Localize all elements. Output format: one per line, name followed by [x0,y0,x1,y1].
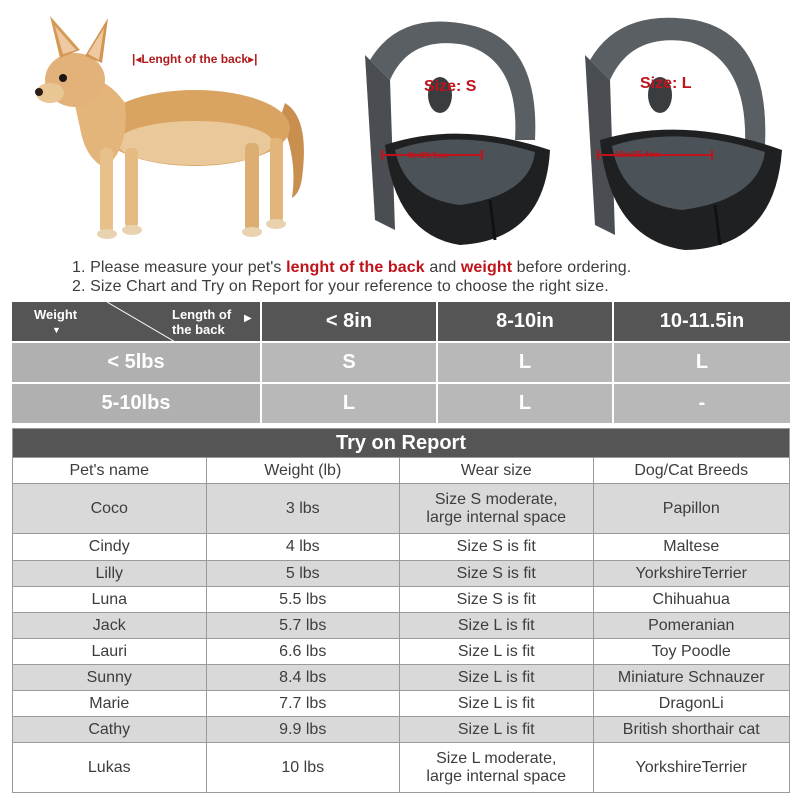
pet-name-cell: Cindy [13,534,207,560]
size-chart-table [12,302,790,425]
size-chart-value-cell: L [438,343,614,384]
instructions [72,258,772,296]
size-chart-header-row [12,302,790,343]
instruction-line-2: 2. Size Chart and Try on Report for your reference to choose the right size. [72,278,609,295]
breed-cell: Papillon [662,499,720,517]
pet-name-cell: Lauri [13,639,207,664]
breed-cell: DragonLi [658,694,724,712]
wear-size-cell: Size L is fit [400,717,594,742]
wear-size-cell: Size S is fit [400,561,594,586]
wear-size-cell: Size S is fit [400,587,594,612]
report-row [13,742,789,792]
wear-size-cell: Size L is fit [400,639,594,664]
pet-name-cell: Jack [13,613,207,638]
wear-size-cell: Size L is fit [400,613,594,638]
breed-cell: YorkshireTerrier [635,758,747,776]
wear-size-cell: Size L moderate, large internal space [400,743,594,792]
report-row [13,638,789,664]
breed-cell: Chihuahua [652,590,730,608]
breed-cell: YorkshireTerrier [635,564,747,582]
length-axis-label: Length of the back [172,307,232,337]
sling-bag-small-image [340,0,570,255]
right-arrow-icon: ▶ [244,313,252,324]
weight-cell: 5.7 lbs [207,613,401,638]
size-chart-corner-cell [12,302,262,343]
wear-size-cell: Size S moderate, large internal space [400,484,594,533]
report-col-header: Dog/Cat Breeds [634,461,749,479]
chihuahua-dog-image [30,8,320,248]
weight-cell: 10 lbs [207,743,401,792]
pet-name-cell: Cathy [13,717,207,742]
report-col-header: Wear size [400,458,594,483]
measure-l-label: 10in/25.4cm [615,150,661,159]
size-chart-row [12,343,790,384]
instruction-line-1: 1. Please measure your pet's lenght of the back and weight before ordering. [72,259,632,276]
hero-section [0,0,800,255]
size-chart-weight-cell: < 5lbs [12,343,262,384]
size-chart-row [12,384,790,425]
size-chart-col-header: < 8in [262,302,438,343]
weight-cell: 5.5 lbs [207,587,401,612]
report-row [13,483,789,533]
weight-cell: 4 lbs [207,534,401,560]
report-row [13,664,789,690]
wear-size-cell: Size L is fit [400,665,594,690]
weight-cell: 5 lbs [207,561,401,586]
report-row [13,586,789,612]
weight-axis-label: Weight [34,307,78,322]
report-row [13,690,789,716]
weight-cell: 3 lbs [207,484,401,533]
left-arrow-icon: |◂ [132,52,142,66]
report-header-row [13,457,789,483]
size-chart-value-cell: L [438,384,614,425]
pet-name-cell: Marie [13,691,207,716]
size-chart-value-cell: L [262,384,438,425]
size-chart-weight-cell: 5-10lbs [12,384,262,425]
weight-cell: 6.6 lbs [207,639,401,664]
pet-name-cell: Luna [13,587,207,612]
report-row [13,533,789,560]
report-col-header: Weight (lb) [207,458,401,483]
measure-s-label: 8in/20.5cm [408,151,449,160]
pet-name-cell: Sunny [13,665,207,690]
report-title: Try on Report [13,429,789,457]
weight-cell: 7.7 lbs [207,691,401,716]
report-body [13,483,789,792]
breed-cell: Toy Poodle [651,642,731,660]
pet-name-cell: Lukas [13,743,207,792]
weight-cell: 9.9 lbs [207,717,401,742]
breed-cell: British shorthair cat [622,720,760,738]
pet-name-cell: Coco [13,484,207,533]
report-col-header: Pet's name [13,458,207,483]
breed-cell: Maltese [663,538,720,555]
try-on-report-table [12,428,790,793]
report-row [13,716,789,742]
wear-size-cell: Size L is fit [400,691,594,716]
size-chart-value-cell: L [614,343,790,384]
breed-cell: Miniature Schnauzer [617,668,765,686]
size-chart-col-header: 8-10in [438,302,614,343]
size-l-label: Size: L [640,75,692,92]
weight-cell: 8.4 lbs [207,665,401,690]
pet-name-cell: Lilly [13,561,207,586]
sling-bag-large-image [560,0,790,255]
wear-size-cell: Size S is fit [400,534,594,560]
down-arrow-icon: ▼ [52,325,61,335]
size-chart-col-header: 10-11.5in [614,302,790,343]
size-s-label: Size: S [424,78,477,95]
right-arrow-icon: ▸| [248,52,258,66]
report-row [13,612,789,638]
size-chart-value-cell: S [262,343,438,384]
back-length-label: |◂Lenght of the back▸| [132,52,258,66]
breed-cell: Pomeranian [648,616,735,634]
size-chart-value-cell: - [614,384,790,425]
report-row [13,560,789,586]
